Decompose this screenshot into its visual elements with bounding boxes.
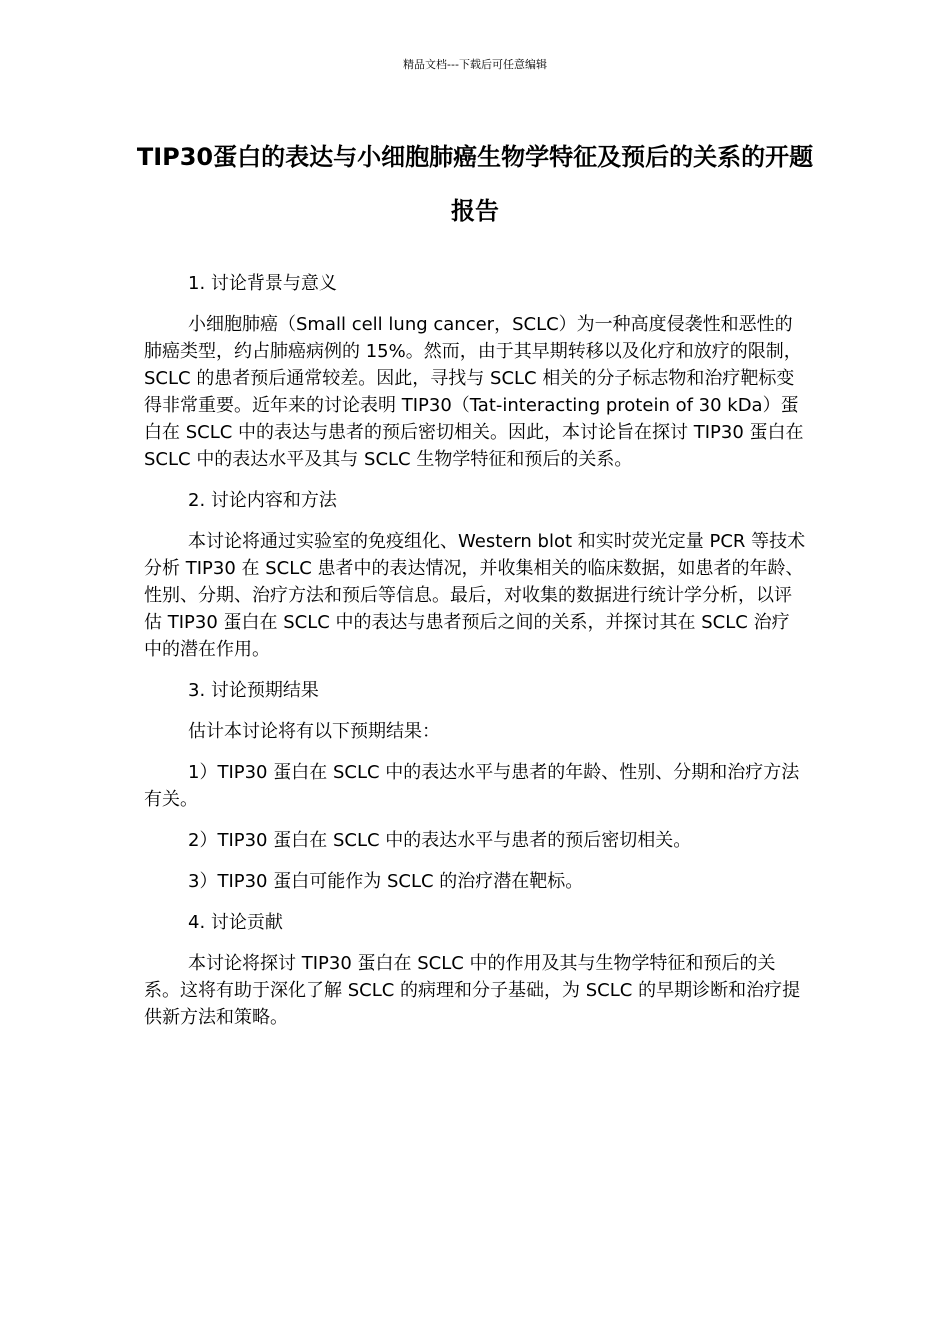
document-body	[144, 270, 806, 1045]
section-3-item-3: 3）TIP30 蛋白可能作为 SCLC 的治疗潜在靶标。	[188, 871, 584, 892]
section-3-heading: 3. 讨论预期结果	[188, 680, 319, 701]
section-3-item-1: 1）TIP30 蛋白在 SCLC 中的表达水平与患者的年龄、性别、分期和治疗方法有关。	[144, 762, 800, 810]
document-title: TIP30蛋白的表达与小细胞肺癌生物学特征及预后的关系的开题报告	[136, 143, 814, 225]
section-1-heading: 1. 讨论背景与意义	[188, 273, 337, 294]
section-3-item-2: 2）TIP30 蛋白在 SCLC 中的表达水平与患者的预后密切相关。	[188, 830, 692, 851]
section-3-intro: 估计本讨论将有以下预期结果：	[188, 721, 440, 742]
section-4-heading: 4. 讨论贡献	[188, 912, 283, 933]
header-note: 精品文档---下载后可任意编辑	[403, 58, 547, 71]
section-2-paragraph: 本讨论将通过实验室的免疫组化、Western blot 和实时荧光定量 PCR 等技术分析 TIP30 在 SCLC 患者中的表达情况，并收集相关的临床数据，如患者的年龄、性别、分期、治疗方法和预后等信息。最后，对收集的数据进行统计学分析，以评估 TIP30 蛋白在 SCLC 中的表达与患者预后之间的关系，并探讨其在 SCLC 治疗中的潜在作用。	[144, 531, 806, 660]
section-2-heading: 2. 讨论内容和方法	[188, 490, 337, 511]
section-4-paragraph: 本讨论将探讨 TIP30 蛋白在 SCLC 中的作用及其与生物学特征和预后的关系。这将有助于深化了解 SCLC 的病理和分子基础，为 SCLC 的早期诊断和治疗提供新方法和策略。	[144, 953, 801, 1028]
section-1-paragraph: 小细胞肺癌（Small cell lung cancer，SCLC）为一种高度侵袭性和恶性的肺癌类型，约占肺癌病例的 15%。然而，由于其早期转移以及化疗和放疗的限制，SCLC 的患者预后通常较差。因此，寻找与 SCLC 相关的分子标志物和治疗靶标变得非常重要。近年来的讨论表明 TIP30（Tat-interacting protein of 30 kDa）蛋白在 SCLC 中的表达与患者的预后密切相关。因此，本讨论旨在探讨 TIP30 蛋白在 SCLC 中的表达水平及其与 SCLC 生物学特征和预后的关系。	[144, 314, 804, 470]
